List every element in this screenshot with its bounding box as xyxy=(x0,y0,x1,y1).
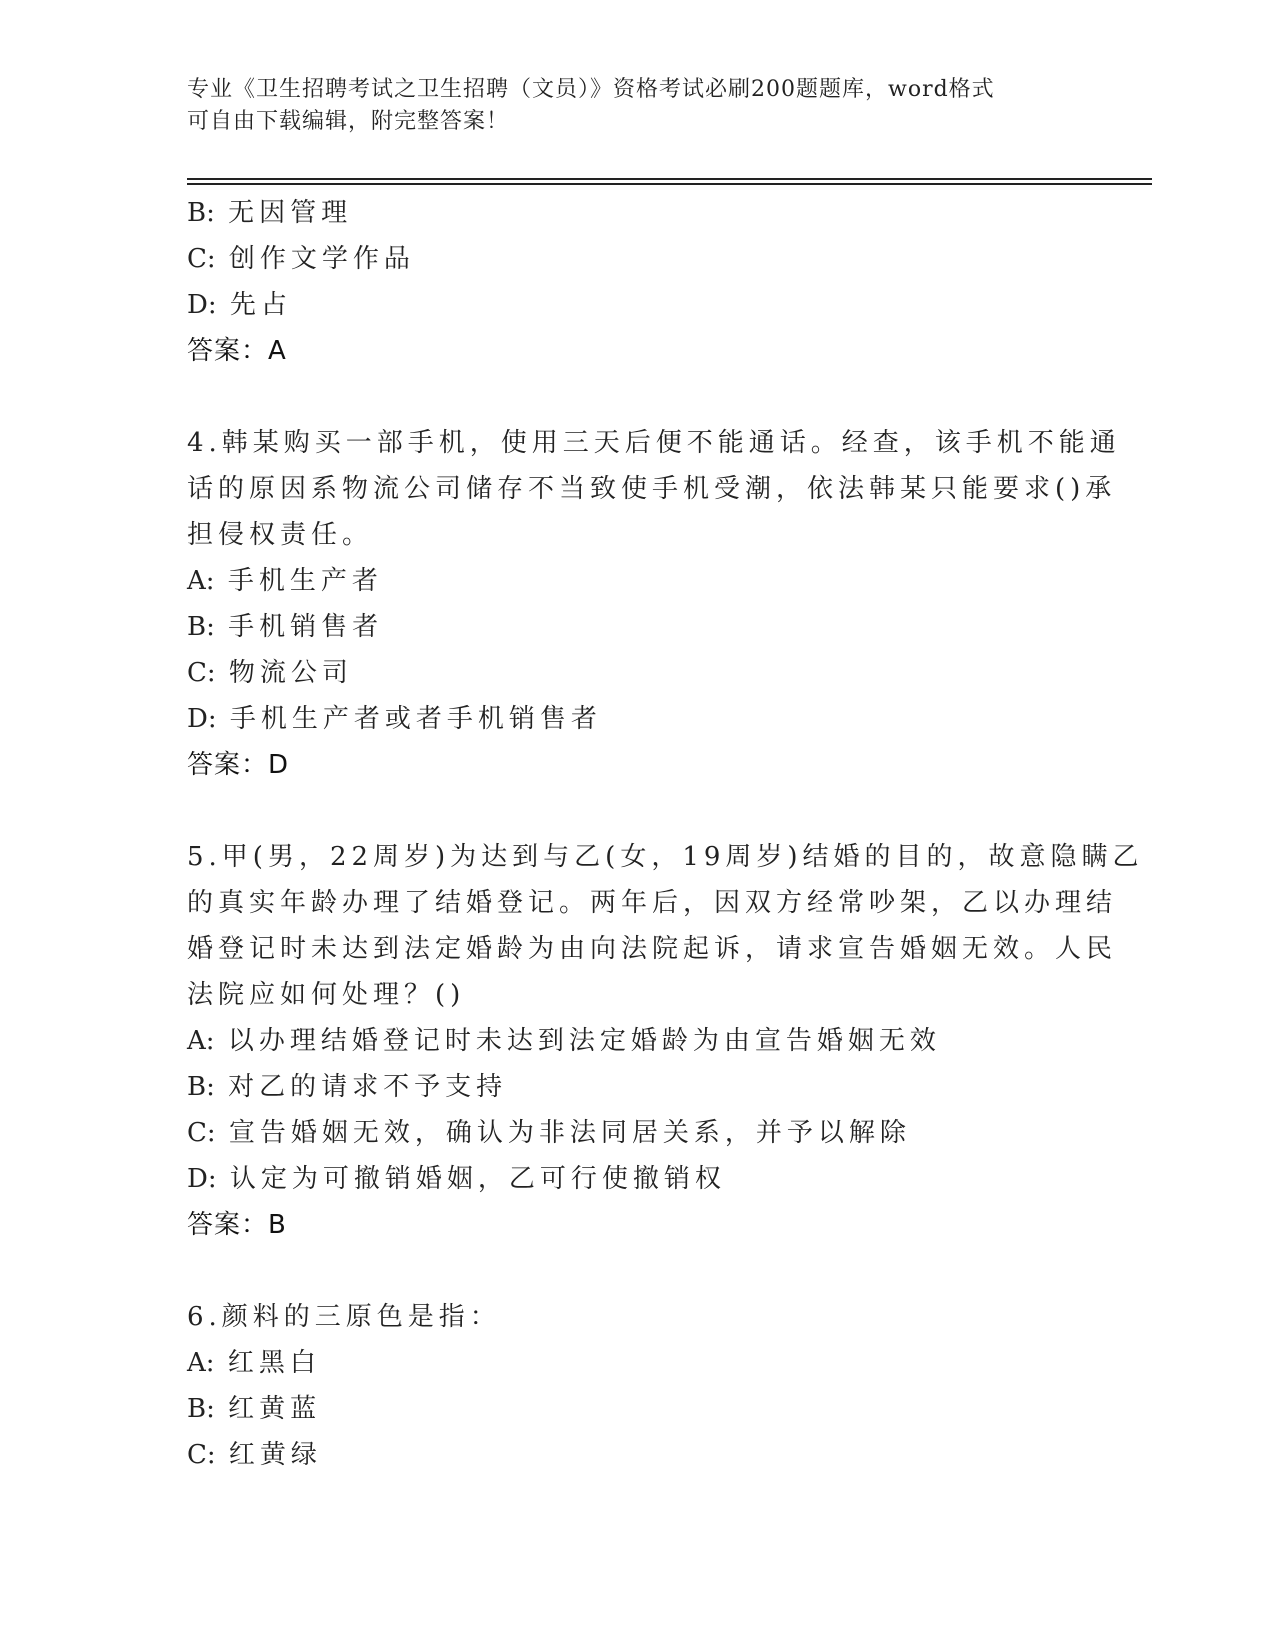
option-key: B: xyxy=(187,612,215,642)
option-b xyxy=(187,604,1087,650)
option-a xyxy=(187,1340,1087,1386)
question-3 xyxy=(187,190,1087,374)
option-text: 先占 xyxy=(229,290,292,320)
question-stem-line: 5.甲(男，22周岁)为达到与乙(女，19周岁)结婚的目的，故意隐瞒乙 xyxy=(187,842,1144,872)
option-key: A: xyxy=(187,1348,215,1378)
option-key: C: xyxy=(187,244,216,274)
option-key: B: xyxy=(187,1394,215,1424)
header-rule-bottom xyxy=(187,183,1152,185)
question-6 xyxy=(187,1294,1087,1478)
answer: 答案：B xyxy=(187,1210,287,1240)
answer: 答案：A xyxy=(187,336,287,366)
option-key: C: xyxy=(187,658,216,688)
option-key: B: xyxy=(187,198,215,228)
option-c xyxy=(187,236,1087,282)
option-text: 红黑白 xyxy=(227,1348,321,1378)
option-c xyxy=(187,1110,1087,1156)
option-text: 无因管理 xyxy=(228,198,353,228)
question-stem-line: 婚登记时未达到法定婚龄为由向法院起诉，请求宣告婚姻无效。人民 xyxy=(187,934,1118,964)
option-b xyxy=(187,1064,1087,1110)
question-stem-line: 的真实年龄办理了结婚登记。两年后，因双方经常吵架，乙以办理结 xyxy=(187,888,1118,918)
question-4 xyxy=(187,420,1121,788)
option-text: 红黄蓝 xyxy=(228,1394,322,1424)
header-rule-top xyxy=(187,178,1152,180)
document-header xyxy=(187,74,1067,138)
option-text: 对乙的请求不予支持 xyxy=(228,1072,508,1102)
option-text: 创作文学作品 xyxy=(228,244,415,274)
answer: 答案：D xyxy=(187,750,290,780)
option-d xyxy=(187,696,1087,742)
option-key: D: xyxy=(187,290,217,320)
option-key: A: xyxy=(187,566,215,596)
option-text: 手机生产者 xyxy=(227,566,383,596)
header-title-line-1: 专业《卫生招聘考试之卫生招聘（文员）》资格考试必刷200题题库，word格式 xyxy=(187,77,995,102)
option-text: 宣告婚姻无效，确认为非法同居关系，并予以解除 xyxy=(228,1118,911,1148)
option-d xyxy=(187,282,1087,328)
option-d xyxy=(187,1156,1087,1202)
question-stem-line: 6.颜料的三原色是指： xyxy=(187,1302,501,1332)
option-key: B: xyxy=(187,1072,215,1102)
question-stem-line: 担侵权责任。 xyxy=(187,520,374,550)
question-stem-line: 法院应如何处理？() xyxy=(187,980,466,1010)
option-c xyxy=(187,650,1087,696)
option-text: 以办理结婚登记时未达到法定婚龄为由宣告婚姻无效 xyxy=(227,1026,941,1056)
header-title-line-2: 可自由下载编辑，附完整答案！ xyxy=(187,109,510,134)
option-key: C: xyxy=(187,1440,216,1470)
question-stem-line: 话的原因系物流公司储存不当致使手机受潮，依法韩某只能要求()承 xyxy=(187,474,1117,504)
option-a xyxy=(187,1018,1087,1064)
option-text: 手机生产者或者手机销售者 xyxy=(229,704,602,734)
option-text: 物流公司 xyxy=(228,658,353,688)
option-b xyxy=(187,1386,1087,1432)
option-key: D: xyxy=(187,704,217,734)
question-5 xyxy=(187,834,1144,1248)
option-text: 认定为可撤销婚姻，乙可行使撤销权 xyxy=(229,1164,726,1194)
option-b xyxy=(187,190,1087,236)
option-text: 手机销售者 xyxy=(228,612,384,642)
document-body xyxy=(187,190,1144,1478)
question-stem-line: 4.韩某购买一部手机，使用三天后便不能通话。经查，该手机不能通 xyxy=(187,428,1121,458)
option-text: 红黄绿 xyxy=(228,1440,322,1470)
option-a xyxy=(187,558,1087,604)
option-c xyxy=(187,1432,1087,1478)
option-key: D: xyxy=(187,1164,217,1194)
option-key: C: xyxy=(187,1118,216,1148)
option-key: A: xyxy=(187,1026,215,1056)
